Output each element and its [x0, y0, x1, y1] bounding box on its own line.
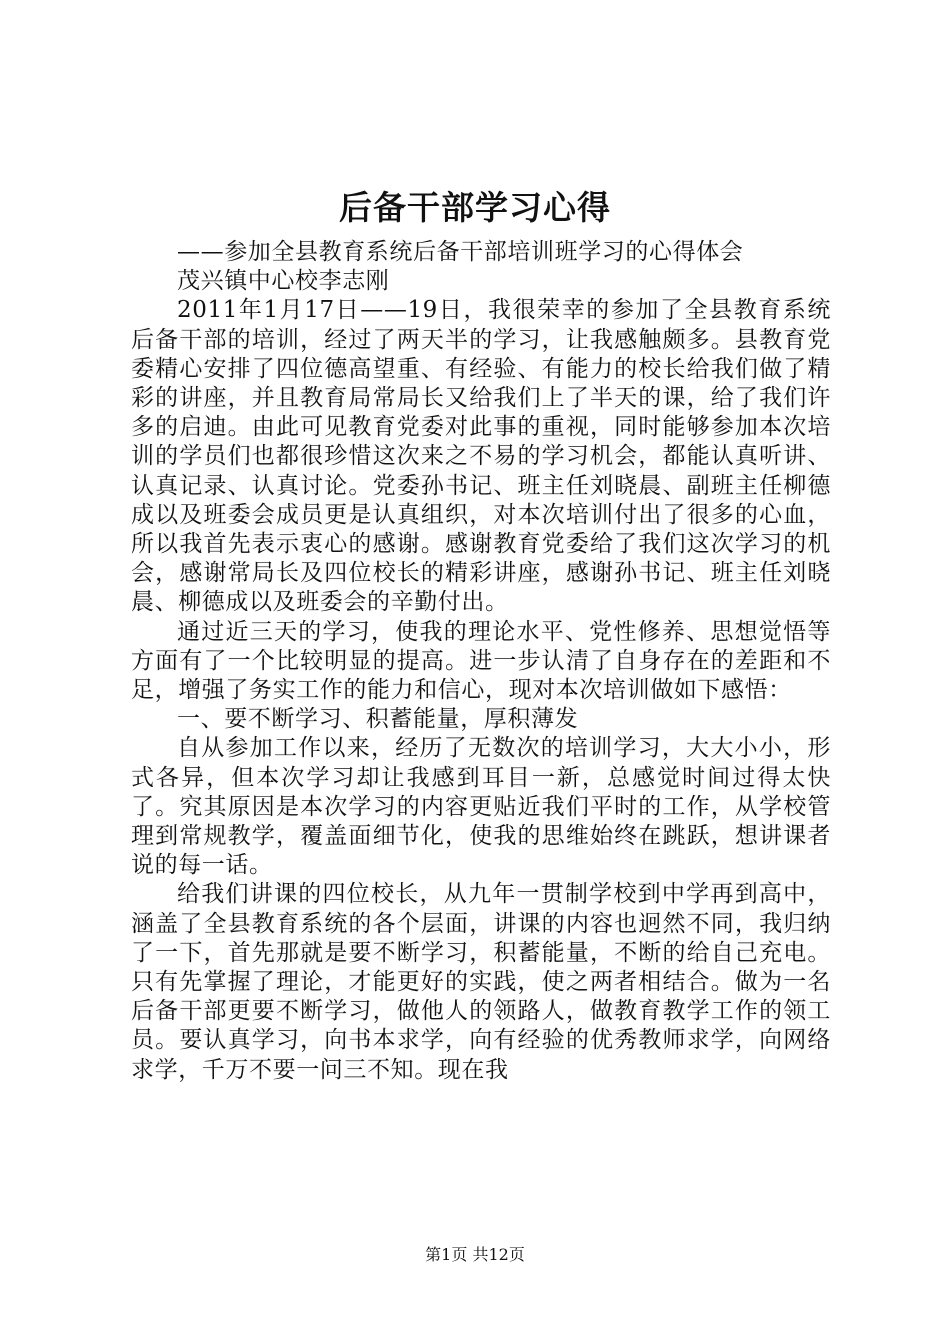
paragraph: 自从参加工作以来，经历了无数次的培训学习，大大小小，形式各异，但本次学习却让我感到耳目一新，总感觉时间过得太快了。究其原因是本次学习的内容更贴近我们平时的工作，从学校管理到常规教学，覆盖面细节化，使我的思维始终在跳跃，想讲课者说的每一话。 — [131, 735, 831, 879]
document-title: 后备干部学习心得 — [339, 188, 611, 227]
page-number: 第1页 — [425, 1245, 468, 1264]
paragraph: 2011年1月17日——19日，我很荣幸的参加了全县教育系统后备干部的培训，经过了两天半的学习，让我感触颇多。县教育党委精心安排了四位德高望重、有经验、有能力的校长给我们做了精彩的讲座，并且教育局常局长又给我们上了半天的课，给了我们许多的启迪。由此可见教育党委对此事的重视，同时能够参加本次培训的学员们也都很珍惜这次来之不易的学习机会，都能认真听讲、认真记录、认真讨论。党委孙书记、班主任刘晓晨、副班主任柳德成以及班委会成员更是认真组织，对本次培训付出了很多的心血，所以我首先表示衷心的感谢。感谢教育党委给了我们这次学习的机会，感谢常局长及四位校长的精彩讲座，感谢孙书记、班主任刘晓晨、柳德成以及班委会的辛勤付出。 — [131, 297, 831, 616]
author-line: 茂兴镇中心校李志刚 — [177, 268, 390, 295]
paragraph: 给我们讲课的四位校长，从九年一贯制学校到中学再到高中，涵盖了全县教育系统的各个层面，讲课的内容也迥然不同，我归纳了一下，首先那就是要不断学习，积蓄能量，不断的给自己充电。只有先掌握了理论，才能更好的实践，使之两者相结合。做为一名后备干部更要不断学习，做他人的领路人，做教育教学工作的领工员。要认真学习，向书本求学，向有经验的优秀教师求学，向网络求学，千万不要一问三不知。现在我 — [131, 881, 831, 1083]
document-body — [131, 238, 831, 1085]
section-heading: 一、要不断学习、积蓄能量，厚积薄发 — [177, 706, 579, 733]
paragraph: 通过近三天的学习，使我的理论水平、党性修养、思想觉悟等方面有了一个比较明显的提高。进一步认清了自身存在的差距和不足，增强了务实工作的能力和信心，现对本次培训做如下感悟： — [131, 618, 831, 704]
page-total: 共12页 — [472, 1245, 525, 1264]
subtitle: ——参加全县教育系统后备干部培训班学习的心得体会 — [177, 239, 744, 265]
page-footer — [0, 1244, 950, 1266]
